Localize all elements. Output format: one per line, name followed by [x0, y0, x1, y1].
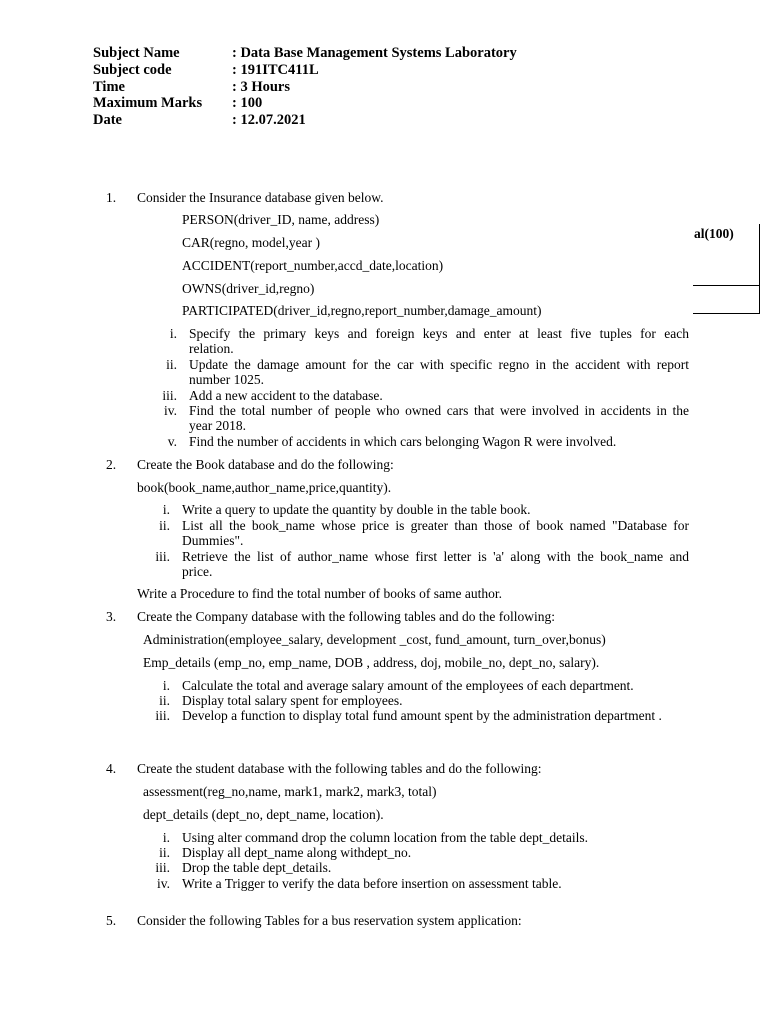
- sub-item-number: ii.: [159, 518, 170, 533]
- schema-line: PARTICIPATED(driver_id,regno,report_number,damage_amount): [182, 303, 542, 318]
- sub-item-text: Find the number of accidents in which cars belonging Wagon R were involved.: [189, 434, 617, 449]
- sub-item-text: Retrieve the list of author_name whose first letter is 'a' along with the book_name and: [182, 549, 689, 564]
- schema-line: CAR(regno, model,year ): [182, 235, 320, 250]
- sub-item-number: iii.: [155, 860, 170, 875]
- question-text: Create the Book database and do the following:: [137, 457, 394, 472]
- header-label-date: Date: [93, 112, 122, 128]
- header-label-maximum-marks: Maximum Marks: [93, 95, 203, 111]
- sub-item-text: Specify the primary keys and foreign keys and enter at least five tuples for each: [189, 326, 689, 341]
- sub-item-text: Drop the table dept_details.: [182, 860, 332, 875]
- question-number: 4.: [106, 761, 117, 776]
- question-text: Consider the Insurance database given below.: [137, 190, 384, 205]
- header-value-time: : 3 Hours: [232, 79, 290, 95]
- sub-item-text: Find the total number of people who owned cars that were involved in accidents in the: [189, 403, 689, 418]
- schema-line: assessment(reg_no,name, mark1, mark2, mark3, total): [143, 784, 437, 799]
- sub-item-text-continued: Dummies".: [182, 533, 244, 548]
- sub-item-text: Update the damage amount for the car with specific regno in the accident with report: [189, 357, 689, 372]
- question-number: 5.: [106, 913, 117, 928]
- header-label-subject-code: Subject code: [93, 62, 172, 78]
- sub-item-number: i.: [169, 326, 177, 341]
- header-label-subject-name: Subject Name: [93, 45, 180, 61]
- sub-item-text: Write a query to update the quantity by double in the table book.: [182, 502, 531, 517]
- header-label-time: Time: [93, 79, 125, 95]
- sub-item-number: i.: [162, 678, 170, 693]
- question-text: Consider the following Tables for a bus reservation system application:: [137, 913, 522, 928]
- question-footer-text: Write a Procedure to find the total number of books of same author.: [137, 586, 502, 601]
- sub-item-number: ii.: [166, 357, 177, 372]
- sub-item-text: Display all dept_name along withdept_no.: [182, 845, 412, 860]
- background-table-border-right: [759, 224, 760, 314]
- schema-line: dept_details (dept_no, dept_name, location).: [143, 807, 384, 822]
- sub-item-text: List all the book_name whose price is greater than those of book named "Database for: [182, 518, 689, 533]
- sub-item-number: i.: [162, 830, 170, 845]
- background-table-border-bottom: [693, 313, 760, 314]
- header-value-date: : 12.07.2021: [232, 112, 306, 128]
- schema-line: ACCIDENT(report_number,accd_date,location): [182, 258, 444, 273]
- question-number: 2.: [106, 457, 117, 472]
- sub-item-number: iv.: [164, 403, 177, 418]
- background-table-border-mid: [693, 285, 760, 286]
- schema-line: OWNS(driver_id,regno): [182, 281, 315, 296]
- question-text: Create the Company database with the following tables and do the following:: [137, 609, 556, 624]
- sub-item-number: ii.: [159, 693, 170, 708]
- header-value-subject-name: : Data Base Management Systems Laboratory: [232, 45, 517, 61]
- sub-item-text: Develop a function to display total fund amount spent by the administration department .: [182, 708, 662, 723]
- sub-item-text: Write a Trigger to verify the data before insertion on assessment table.: [182, 876, 562, 891]
- sub-item-text: Using alter command drop the column location from the table dept_details.: [182, 830, 589, 845]
- header-value-maximum-marks: : 100: [232, 95, 263, 111]
- sub-item-text: Display total salary spent for employees.: [182, 693, 403, 708]
- schema-line: Emp_details (emp_no, emp_name, DOB , address, doj, mobile_no, dept_no, salary).: [143, 655, 600, 670]
- sub-item-number: iv.: [157, 876, 170, 891]
- sub-item-text-continued: price.: [182, 564, 213, 579]
- question-text: Create the student database with the following tables and do the following:: [137, 761, 542, 776]
- sub-item-number: ii.: [159, 845, 170, 860]
- sub-item-text-continued: year 2018.: [189, 418, 246, 433]
- sub-item-number: iii.: [155, 549, 170, 564]
- background-table-label: al(100): [694, 226, 734, 241]
- sub-item-number: iii.: [162, 388, 177, 403]
- sub-item-text: Add a new accident to the database.: [189, 388, 383, 403]
- sub-item-text-continued: relation.: [189, 341, 234, 356]
- schema-line: PERSON(driver_ID, name, address): [182, 212, 380, 227]
- schema-line: Administration(employee_salary, development _cost, fund_amount, turn_over,bonus): [143, 632, 606, 647]
- sub-item-number: i.: [162, 502, 170, 517]
- schema-line: book(book_name,author_name,price,quantity).: [137, 480, 392, 495]
- sub-item-number: v.: [167, 434, 177, 449]
- sub-item-text: Calculate the total and average salary amount of the employees of each department.: [182, 678, 634, 693]
- question-number: 1.: [106, 190, 117, 205]
- sub-item-number: iii.: [155, 708, 170, 723]
- question-number: 3.: [106, 609, 117, 624]
- header-value-subject-code: : 191ITC411L: [232, 62, 319, 78]
- sub-item-text-continued: number 1025.: [189, 372, 264, 387]
